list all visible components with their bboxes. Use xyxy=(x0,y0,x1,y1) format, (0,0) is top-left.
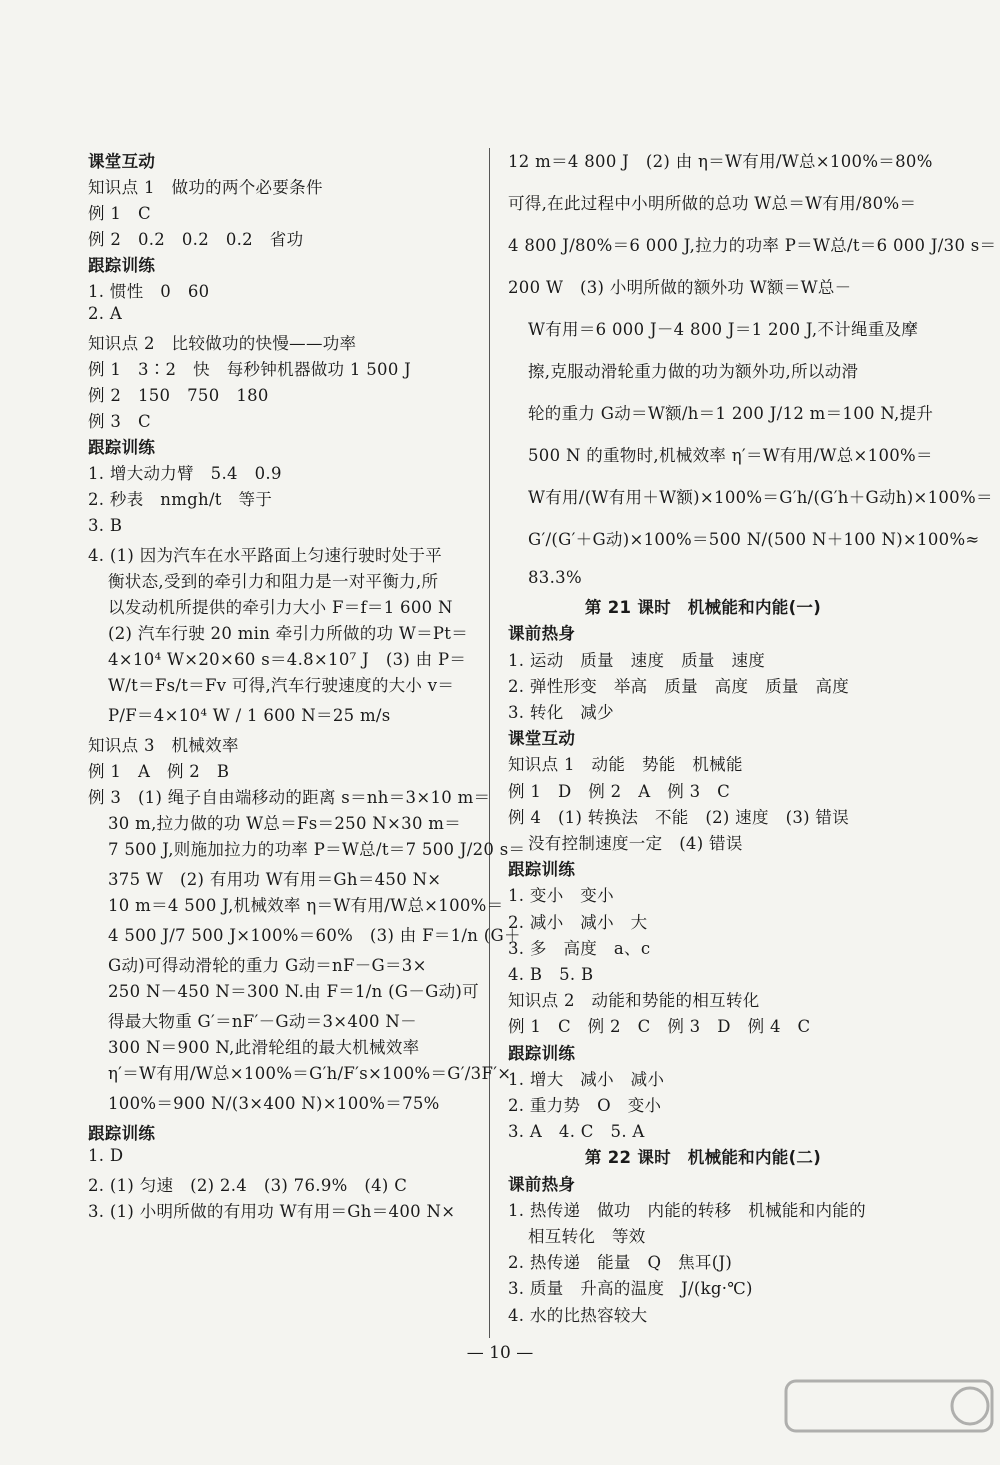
answer-line: 1. 变小 变小 xyxy=(508,886,614,906)
answer-line: 4 500 J/7 500 J×100%＝60% (3) 由 F＝1/n (G＋ xyxy=(108,926,521,945)
section-heading: 课前热身 xyxy=(508,1174,576,1194)
answer-line: 250 N－450 N＝300 N.由 F＝1/n (G－G动)可 xyxy=(108,982,479,1001)
answer-line: 300 N＝900 N,此滑轮组的最大机械效率 xyxy=(108,1038,420,1057)
answer-line: 4. B 5. B xyxy=(508,965,594,984)
answer-line: W有用＝6 000 J－4 800 J＝1 200 J,不计绳重及摩 xyxy=(528,320,919,339)
section-heading: 跟踪训练 xyxy=(508,860,576,880)
answer-line: 3. (1) 小明所做的有用功 W有用＝Gh＝400 N× xyxy=(88,1202,456,1221)
answer-line: 83.3% xyxy=(528,568,582,587)
watermark-logo xyxy=(784,1379,994,1459)
answer-line: 轮的重力 G动＝W额/h＝1 200 J/12 m＝100 N,提升 xyxy=(528,404,934,423)
answer-line: 2. 秒表 nmgh/t 等于 xyxy=(88,490,273,509)
answer-line: 1. 运动 质量 速度 质量 速度 xyxy=(508,650,766,670)
answer-line: W/t＝Fs/t＝Fv 可得,汽车行驶速度的大小 v＝ xyxy=(108,676,455,695)
answer-line: G′/(G′＋G动)×100%＝500 N/(500 N＋100 N)×100%≈ xyxy=(528,530,980,549)
answer-line: 1. 增大 减小 减小 xyxy=(508,1069,665,1089)
answer-line: G动)可得动滑轮的重力 G动＝nF－G＝3× xyxy=(108,956,427,975)
answer-line: 3. A 4. C 5. A xyxy=(508,1122,645,1142)
answer-line: 200 W (3) 小明所做的额外功 W额＝W总－ xyxy=(508,278,852,297)
answer-line: η′＝W有用/W总×100%＝G′h/F′s×100%＝G′/3F′× xyxy=(108,1064,512,1083)
answer-line: 4 800 J/80%＝6 000 J,拉力的功率 P＝W总/t＝6 000 J/30 s＝ xyxy=(508,236,997,255)
section-heading: 课前热身 xyxy=(508,624,576,644)
answer-line: 1. 惯性 0 60 xyxy=(88,282,210,301)
answer-line: 知识点 2 比较做功的快慢——功率 xyxy=(88,334,357,353)
answer-line: 例 4 (1) 转换法 不能 (2) 速度 (3) 错误 xyxy=(508,807,849,827)
answer-line: 2. 热传递 能量 Q 焦耳(J) xyxy=(508,1253,733,1273)
section-heading: 跟踪训练 xyxy=(88,1124,156,1143)
answer-line: 3. 转化 减少 xyxy=(508,703,614,722)
answer-line: 3. B xyxy=(88,516,123,535)
answer-line: 2. 弹性形变 举高 质量 高度 质量 高度 xyxy=(508,676,850,696)
answer-line: 例 2 0.2 0.2 0.2 省功 xyxy=(88,230,304,249)
answer-line: 知识点 2 动能和势能的相互转化 xyxy=(508,991,760,1011)
answer-line: 例 1 D 例 2 A 例 3 C xyxy=(508,781,731,801)
answer-line: W有用/(W有用＋W额)×100%＝G′h/(G′h＋G动h)×100%＝ xyxy=(528,488,993,507)
section-heading: 课堂互动 xyxy=(88,152,156,171)
answer-line: 擦,克服动滑轮重力做的功为额外功,所以动滑 xyxy=(528,362,859,381)
answer-line: 知识点 3 机械效率 xyxy=(88,736,239,755)
section-heading: 跟踪训练 xyxy=(88,256,156,275)
answer-line: 没有控制速度一定 (4) 错误 xyxy=(528,834,743,853)
answer-line: 2. A xyxy=(88,304,123,323)
column-divider xyxy=(489,148,490,1338)
answer-line: 100%＝900 N/(3×400 N)×100%＝75% xyxy=(108,1094,440,1113)
answer-line: 例 1 A 例 2 B xyxy=(88,762,230,781)
answer-line: 10 m＝4 500 J,机械效率 η＝W有用/W总×100%＝ xyxy=(108,896,504,915)
answer-line: 得最大物重 G′＝nF′－G动＝3×400 N－ xyxy=(108,1012,417,1031)
answer-line: 衡状态,受到的牵引力和阻力是一对平衡力,所 xyxy=(108,572,439,591)
answer-line: 500 N 的重物时,机械效率 η′＝W有用/W总×100%＝ xyxy=(528,446,933,465)
answer-line: 12 m＝4 800 J (2) 由 η＝W有用/W总×100%＝80% xyxy=(508,152,933,171)
answer-line: 例 2 150 750 180 xyxy=(88,386,269,405)
answer-line: 1. 热传递 做功 内能的转移 机械能和内能的 xyxy=(508,1200,866,1220)
section-heading: 第 21 课时 机械能和内能(一) xyxy=(584,598,822,618)
answer-line: 375 W (2) 有用功 W有用＝Gh＝450 N× xyxy=(108,870,442,889)
section-heading: 课堂互动 xyxy=(508,729,576,749)
answer-line: 3. 多 高度 a、c xyxy=(508,938,651,958)
answer-line: 例 1 C 例 2 C 例 3 D 例 4 C xyxy=(508,1017,811,1037)
section-heading: 第 22 课时 机械能和内能(二) xyxy=(584,1148,822,1168)
answer-line: 3. 质量 升高的温度 J/(kg·℃) xyxy=(508,1279,753,1299)
answer-line: 2. (1) 匀速 (2) 2.4 (3) 76.9% (4) C xyxy=(88,1176,408,1195)
answer-line: 相互转化 等效 xyxy=(528,1227,646,1246)
answer-line: 可得,在此过程中小明所做的总功 W总＝W有用/80%＝ xyxy=(508,194,917,213)
answer-line: 知识点 1 做功的两个必要条件 xyxy=(88,178,323,197)
answer-line: 1. 增大动力臂 5.4 0.9 xyxy=(88,464,282,483)
answer-line: 30 m,拉力做的功 W总＝Fs＝250 N×30 m＝ xyxy=(108,814,462,833)
section-heading: 跟踪训练 xyxy=(508,1043,576,1063)
answer-line: P/F＝4×10⁴ W / 1 600 N＝25 m/s xyxy=(108,706,391,725)
page-number: — 10 — xyxy=(466,1343,534,1363)
answer-line: 2. 减小 减小 大 xyxy=(508,912,648,932)
answer-line: 知识点 1 动能 势能 机械能 xyxy=(508,755,743,775)
answer-line: 例 1 C xyxy=(88,204,151,223)
answer-line: 例 1 3∶2 快 每秒钟机器做功 1 500 J xyxy=(88,360,412,379)
answer-line: 2. 重力势 O 变小 xyxy=(508,1096,662,1115)
answer-line: 以发动机所提供的牵引力大小 F＝f＝1 600 N xyxy=(108,598,453,617)
answer-line: 7 500 J,则施加拉力的功率 P＝W总/t＝7 500 J/20 s＝ xyxy=(108,840,526,859)
answer-line: 4. 水的比热容较大 xyxy=(508,1305,648,1325)
answer-line: 4×10⁴ W×20×60 s＝4.8×10⁷ J (3) 由 P＝ xyxy=(108,650,467,669)
answer-line: 例 3 C xyxy=(88,412,151,431)
answer-line: (2) 汽车行驶 20 min 牵引力所做的功 W＝Pt＝ xyxy=(108,624,469,643)
section-heading: 跟踪训练 xyxy=(88,438,156,457)
answer-line: 1. D xyxy=(88,1146,124,1165)
answer-line: 4. (1) 因为汽车在水平路面上匀速行驶时处于平 xyxy=(88,546,443,565)
answer-line: 例 3 (1) 绳子自由端移动的距离 s＝nh＝3×10 m＝ xyxy=(88,788,491,807)
